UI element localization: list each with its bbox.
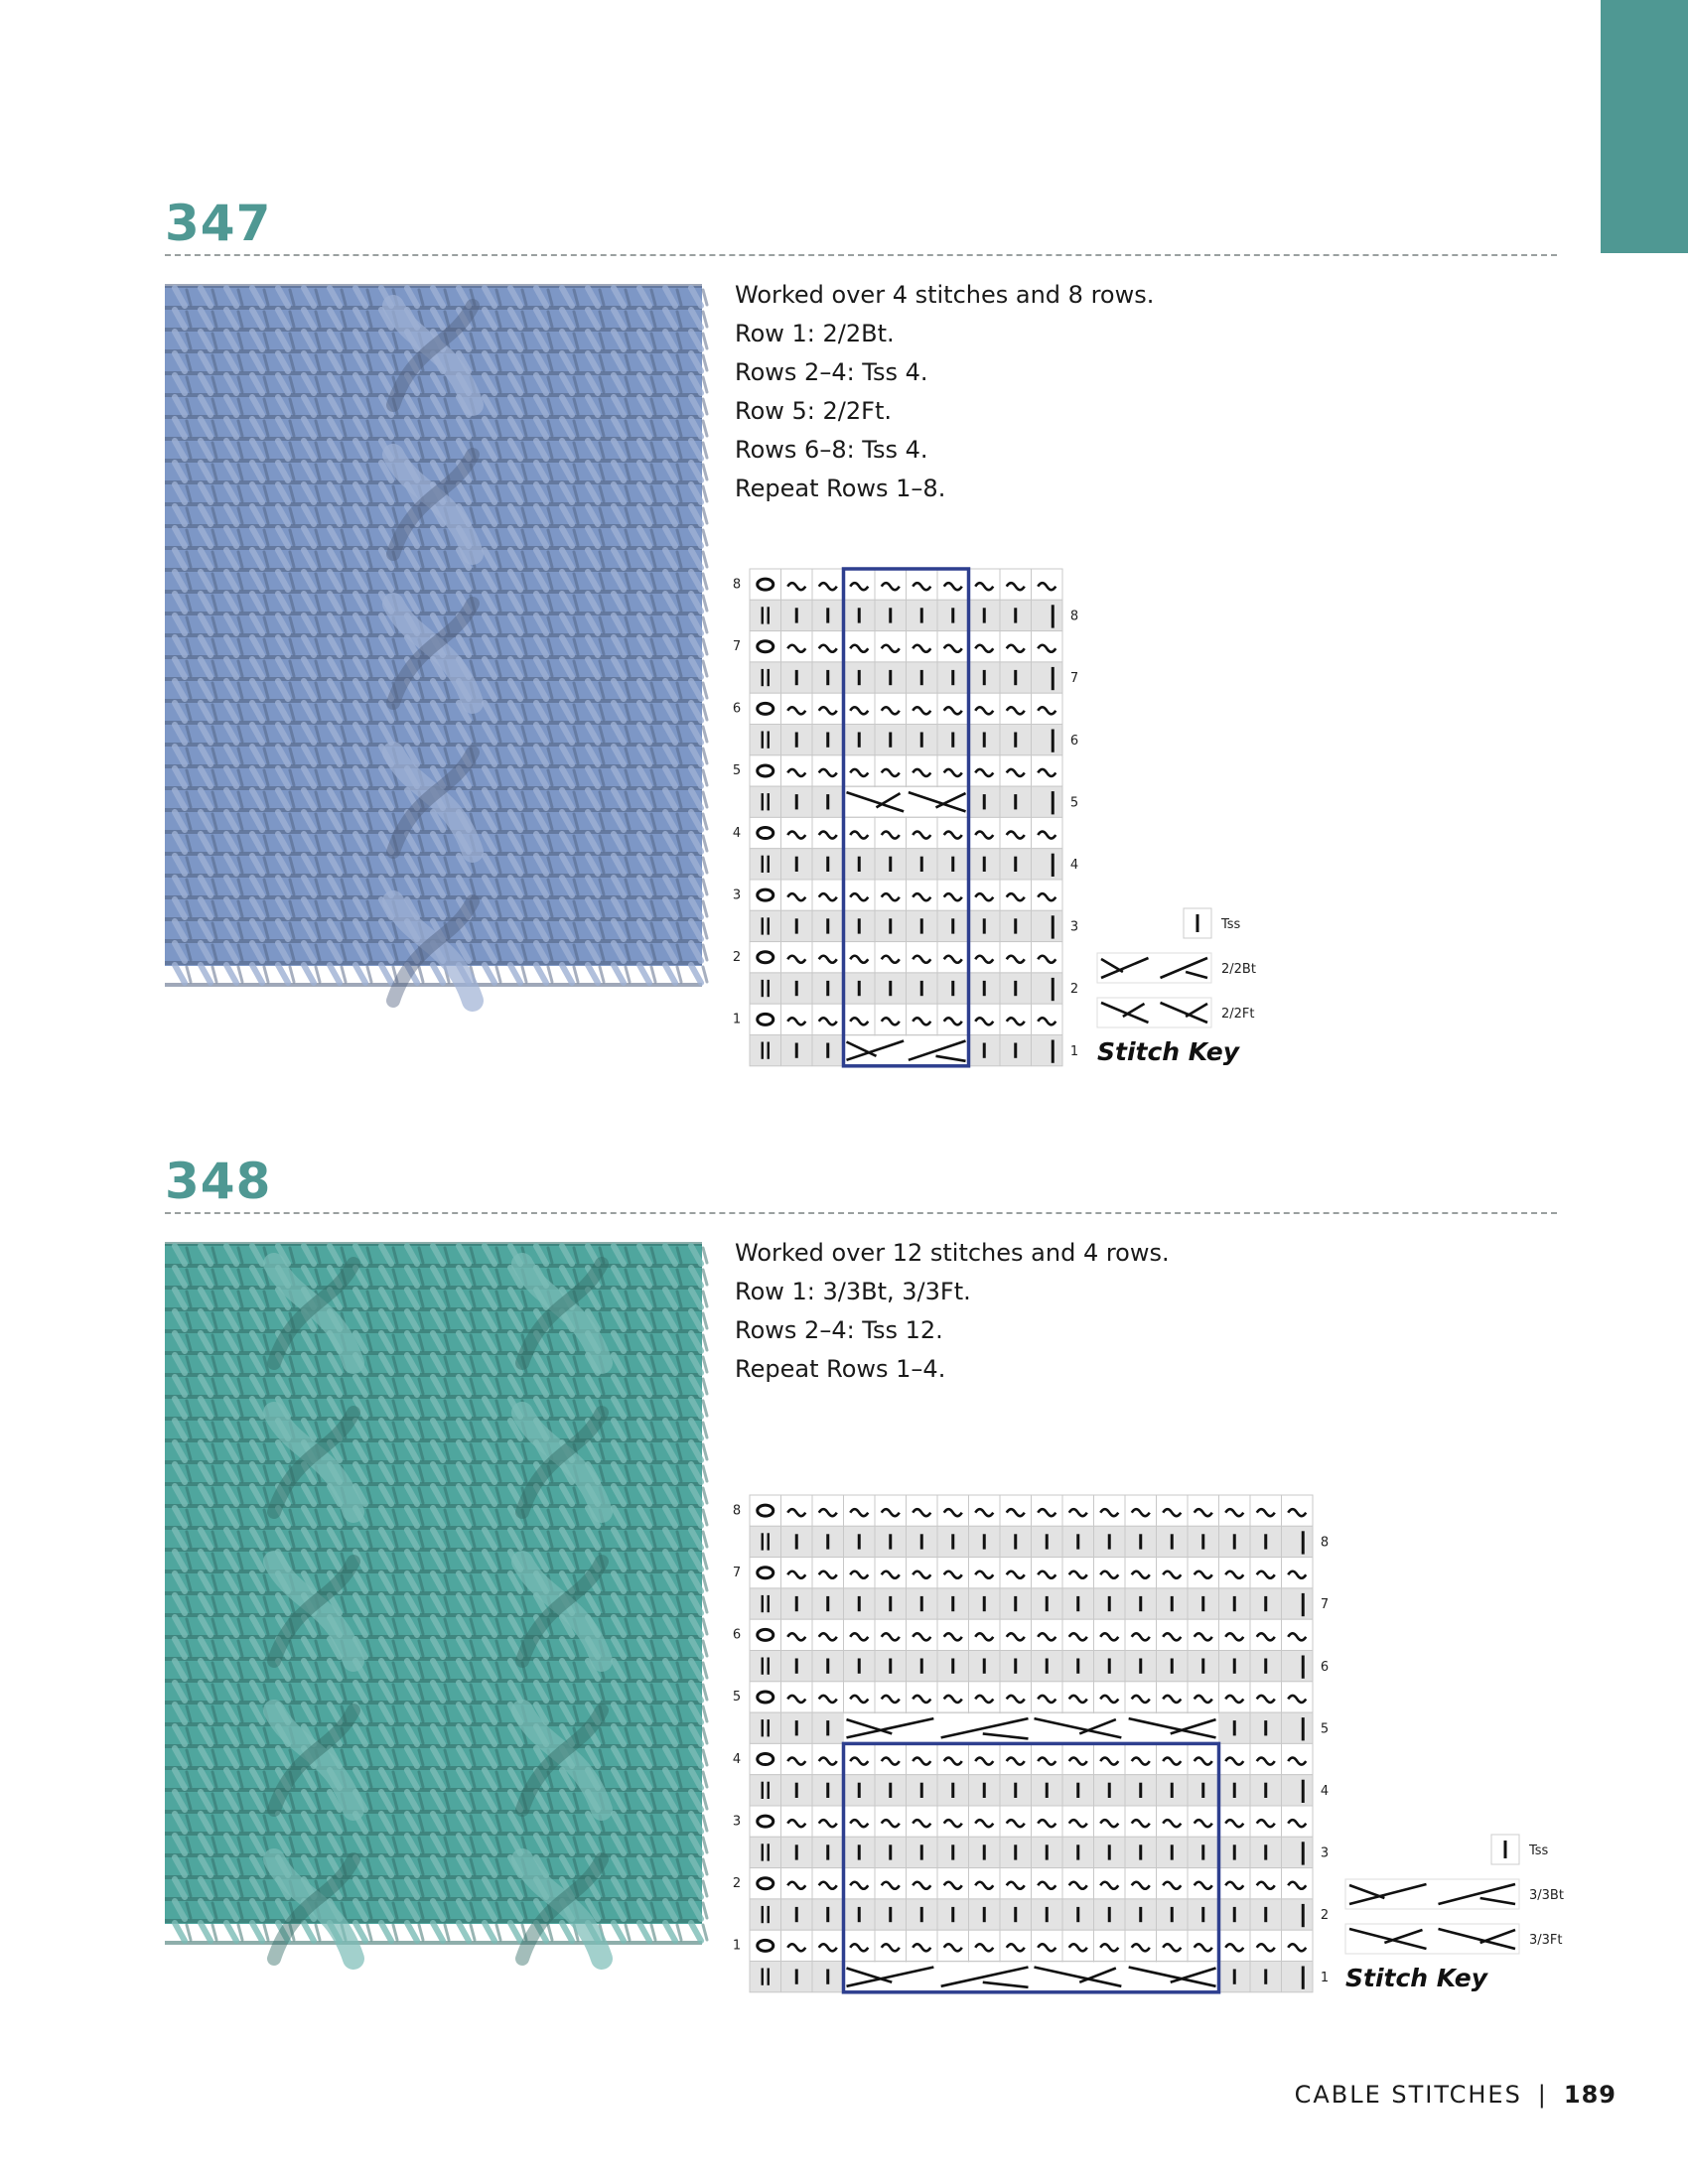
swatch-stitch-shadow <box>703 1925 707 1940</box>
swatch-stitch <box>330 965 340 983</box>
swatch-stitch-shadow <box>703 1641 707 1656</box>
swatch-stitch-shadow <box>703 1423 707 1437</box>
swatch-stitch-shadow <box>264 967 268 982</box>
stitch-chart-348 <box>725 1487 1330 1993</box>
swatch-stitch-shadow <box>677 1925 681 1940</box>
instruction-line: Rows 6–8: Tss 4. <box>735 436 928 464</box>
row-label: 7 <box>1320 1597 1330 1613</box>
swatch-stitch <box>381 965 391 983</box>
instruction-line: Rows 2–4: Tss 4. <box>735 358 928 386</box>
row-label: 5 <box>732 1690 742 1706</box>
chart-grid <box>733 569 1078 1066</box>
row-label: 7 <box>732 1566 742 1581</box>
page-number: 189 <box>1563 2081 1617 2109</box>
swatch-stitch-shadow <box>703 574 707 589</box>
swatch-stitch-shadow <box>419 1925 423 1940</box>
swatch-stitch-shadow <box>393 1925 397 1940</box>
swatch-stitch-shadow <box>471 1925 475 1940</box>
swatch-stitch-shadow <box>367 1925 371 1940</box>
swatch-stitch <box>304 965 314 983</box>
swatch-stitch-shadow <box>703 1794 707 1809</box>
swatch-stitch-shadow <box>703 377 707 392</box>
row-label: 6 <box>1320 1659 1330 1675</box>
swatch-stitch <box>459 1923 469 1941</box>
row-label: 4 <box>1320 1784 1330 1800</box>
row-label: 5 <box>1320 1721 1330 1737</box>
row-label: 2 <box>732 1876 742 1892</box>
swatch-stitch <box>639 965 649 983</box>
stitch-number-348: 348 <box>165 1153 272 1210</box>
page-footer <box>1295 2081 1617 2109</box>
swatch-stitch <box>355 965 365 983</box>
instruction-line: Row 5: 2/2Ft. <box>735 397 892 425</box>
row-label: 8 <box>732 1503 742 1519</box>
row-label: 7 <box>732 639 742 655</box>
swatch-stitch-shadow <box>548 967 552 982</box>
instruction-line: Worked over 4 stitches and 8 rows. <box>735 281 1155 309</box>
row-label: 1 <box>732 1012 742 1027</box>
footer-separator: | <box>1537 2081 1548 2109</box>
swatch-stitch-shadow <box>703 683 707 698</box>
row-label: 2 <box>732 950 742 966</box>
swatch-stitch-shadow <box>703 399 707 414</box>
swatch-stitch-shadow <box>703 355 707 370</box>
swatch-stitch-shadow <box>703 1248 707 1263</box>
swatch-stitch-shadow <box>703 1313 707 1328</box>
instruction-line: Row 1: 3/3Bt, 3/3Ft. <box>735 1278 971 1305</box>
row-label: 3 <box>732 1814 742 1830</box>
swatch-stitch-shadow <box>703 880 707 894</box>
swatch-stitch <box>665 965 675 983</box>
swatch-stitch-shadow <box>703 552 707 567</box>
swatch-stitch-shadow <box>703 661 707 676</box>
swatch-stitch-shadow <box>677 967 681 982</box>
instruction-line: Row 1: 2/2Bt. <box>735 320 895 347</box>
instructions-348 <box>735 1234 1170 1389</box>
swatch-stitch <box>201 1923 211 1941</box>
key-label: 3/3Ft <box>1529 1933 1563 1948</box>
swatch-stitch-shadow <box>703 617 707 632</box>
swatch-stitch-shadow <box>238 1925 242 1940</box>
swatch-stitch-shadow <box>703 486 707 501</box>
swatch-stitch-shadow <box>703 639 707 654</box>
row-label: 7 <box>1069 671 1079 687</box>
swatch-stitch-shadow <box>703 1270 707 1285</box>
swatch-stitch-shadow <box>703 1401 707 1416</box>
swatch-stitch <box>510 1923 520 1941</box>
instruction-line: Worked over 12 stitches and 4 rows. <box>735 1239 1170 1267</box>
swatch-stitch <box>175 965 185 983</box>
swatch-stitch <box>252 1923 262 1941</box>
swatch-stitch-shadow <box>548 1925 552 1940</box>
swatch-stitch-shadow <box>703 1903 707 1918</box>
swatch-stitch-shadow <box>290 967 294 982</box>
swatch-stitch <box>614 1923 624 1941</box>
swatch-stitch-shadow <box>522 967 526 982</box>
swatch-stitch-shadow <box>703 596 707 611</box>
swatch-stitch-shadow <box>212 967 216 982</box>
swatch-stitch-shadow <box>238 967 242 982</box>
row-label: 8 <box>1069 609 1079 624</box>
stitch-key-title: Stitch Key <box>1097 1037 1240 1066</box>
instruction-line: Repeat Rows 1–4. <box>735 1355 946 1383</box>
swatch-stitch-shadow <box>703 727 707 742</box>
chart-grid <box>733 1495 1329 1992</box>
swatch-stitch <box>485 965 494 983</box>
instruction-line: Repeat Rows 1–8. <box>735 475 946 502</box>
stitch-chart-347 <box>725 561 1079 1067</box>
swatch-stitch-shadow <box>703 1554 707 1569</box>
swatch-stitch <box>304 1923 314 1941</box>
swatch-stitch <box>201 965 211 983</box>
swatch-stitch <box>252 965 262 983</box>
swatch-stitch-shadow <box>703 923 707 938</box>
swatch-stitch <box>510 965 520 983</box>
row-label: 8 <box>732 577 742 593</box>
swatch-stitch-shadow <box>496 1925 500 1940</box>
swatch-stitch-shadow <box>703 814 707 829</box>
stitch-number-347: 347 <box>165 195 272 252</box>
swatch-stitch-shadow <box>187 1925 191 1940</box>
key-label: Tss <box>1221 917 1241 932</box>
swatch-stitch <box>226 1923 236 1941</box>
instructions-347 <box>735 276 1154 508</box>
stitch-key-title: Stitch Key <box>1345 1964 1488 1992</box>
swatch-stitch-shadow <box>703 967 707 982</box>
section-title: CABLE STITCHES <box>1294 2081 1522 2109</box>
swatch-stitch-shadow <box>703 1706 707 1721</box>
swatch-stitch-shadow <box>703 508 707 523</box>
row-label: 4 <box>732 825 742 841</box>
stitch-key-348 <box>1345 1825 1594 1998</box>
swatch-stitch <box>536 965 546 983</box>
swatch-stitch-shadow <box>703 290 707 305</box>
row-label: 2 <box>1320 1908 1330 1924</box>
swatch-stitch-shadow <box>703 1444 707 1459</box>
swatch-stitch <box>433 1923 443 1941</box>
swatch-stitch-shadow <box>703 1750 707 1765</box>
swatch-photo-348 <box>165 1244 702 1924</box>
row-label: 8 <box>1320 1535 1330 1551</box>
swatch-stitch-shadow <box>212 1925 216 1940</box>
swatch-stitch-shadow <box>600 967 604 982</box>
row-label: 3 <box>1069 919 1079 935</box>
key-label: 2/2Bt <box>1221 962 1256 977</box>
row-label: 3 <box>1320 1845 1330 1861</box>
row-label: 5 <box>732 763 742 779</box>
swatch-stitch <box>614 965 624 983</box>
swatch-stitch-shadow <box>626 967 630 982</box>
swatch-stitch-shadow <box>703 770 707 785</box>
swatch-stitch-shadow <box>496 967 500 982</box>
row-label: 6 <box>732 701 742 717</box>
swatch-stitch-shadow <box>703 1685 707 1700</box>
swatch-stitch <box>407 1923 417 1941</box>
swatch-stitch-shadow <box>703 1663 707 1678</box>
swatch-stitch-shadow <box>703 836 707 851</box>
swatch-photo-347 <box>165 286 702 966</box>
key-label: 3/3Bt <box>1529 1888 1564 1903</box>
swatch-stitch-shadow <box>703 1488 707 1503</box>
swatch-stitch-shadow <box>703 1335 707 1350</box>
swatch-stitch-shadow <box>703 1357 707 1372</box>
swatch-stitch <box>381 1923 391 1941</box>
swatch-stitch-shadow <box>651 1925 655 1940</box>
swatch-stitch-shadow <box>703 334 707 348</box>
swatch-stitch-shadow <box>703 312 707 327</box>
swatch-stitch-shadow <box>187 967 191 982</box>
swatch-stitch <box>175 1923 185 1941</box>
row-label: 3 <box>732 887 742 903</box>
swatch-stitch-shadow <box>574 967 578 982</box>
section-divider <box>165 1212 1557 1214</box>
swatch-stitch-shadow <box>651 967 655 982</box>
swatch-stitch-shadow <box>367 967 371 982</box>
row-label: 4 <box>1069 858 1079 874</box>
row-label: 6 <box>732 1627 742 1643</box>
row-label: 1 <box>1069 1043 1079 1059</box>
swatch-stitch-shadow <box>703 901 707 916</box>
row-label: 5 <box>1069 795 1079 811</box>
swatch-stitch-shadow <box>703 1510 707 1525</box>
swatch-stitch-shadow <box>703 1619 707 1634</box>
swatch-stitch-shadow <box>703 1859 707 1874</box>
swatch-stitch-shadow <box>703 1772 707 1787</box>
swatch-stitch-shadow <box>264 1925 268 1940</box>
swatch-stitch <box>588 965 598 983</box>
swatch-stitch-shadow <box>703 1838 707 1852</box>
instruction-line: Rows 2–4: Tss 12. <box>735 1316 943 1344</box>
swatch-stitch-shadow <box>703 858 707 873</box>
swatch-stitch-shadow <box>703 1728 707 1743</box>
swatch-stitch-shadow <box>703 945 707 960</box>
key-label: 2/2Ft <box>1221 1007 1255 1022</box>
swatch-stitch <box>639 1923 649 1941</box>
swatch-stitch <box>485 1923 494 1941</box>
swatch-stitch-shadow <box>703 530 707 545</box>
swatch-stitch-shadow <box>342 967 346 982</box>
swatch-stitch-shadow <box>703 705 707 720</box>
swatch-stitch <box>433 965 443 983</box>
swatch-stitch-shadow <box>703 1597 707 1612</box>
swatch-stitch-shadow <box>703 1575 707 1590</box>
swatch-stitch-shadow <box>703 749 707 763</box>
swatch-stitch-shadow <box>703 465 707 479</box>
row-label: 1 <box>1320 1970 1330 1985</box>
row-label: 6 <box>1069 733 1079 749</box>
swatch-stitch-shadow <box>703 1532 707 1547</box>
swatch-stitch-shadow <box>703 1379 707 1394</box>
swatch-stitch-shadow <box>703 1881 707 1896</box>
swatch-stitch-shadow <box>703 1466 707 1481</box>
swatch-stitch-shadow <box>703 1292 707 1306</box>
swatch-stitch-shadow <box>316 1925 320 1940</box>
swatch-stitch-shadow <box>445 1925 449 1940</box>
swatch-stitch <box>562 1923 572 1941</box>
swatch-stitch <box>691 965 701 983</box>
swatch-stitch-shadow <box>626 1925 630 1940</box>
swatch-stitch-shadow <box>703 421 707 436</box>
swatch-stitch <box>691 1923 701 1941</box>
swatch-stitch <box>226 965 236 983</box>
swatch-stitch <box>278 965 288 983</box>
swatch-stitch-shadow <box>419 967 423 982</box>
row-label: 1 <box>732 1938 742 1954</box>
swatch-stitch-shadow <box>703 1816 707 1831</box>
swatch-stitch-shadow <box>316 967 320 982</box>
stitch-key-347 <box>1097 898 1316 1072</box>
swatch-stitch-shadow <box>703 443 707 458</box>
swatch-stitch <box>562 965 572 983</box>
swatch-stitch <box>665 1923 675 1941</box>
section-divider <box>165 254 1557 256</box>
row-label: 4 <box>732 1751 742 1767</box>
row-label: 2 <box>1069 982 1079 998</box>
key-label: Tss <box>1529 1843 1549 1858</box>
chapter-tab <box>1601 0 1688 253</box>
swatch-stitch-shadow <box>703 792 707 807</box>
